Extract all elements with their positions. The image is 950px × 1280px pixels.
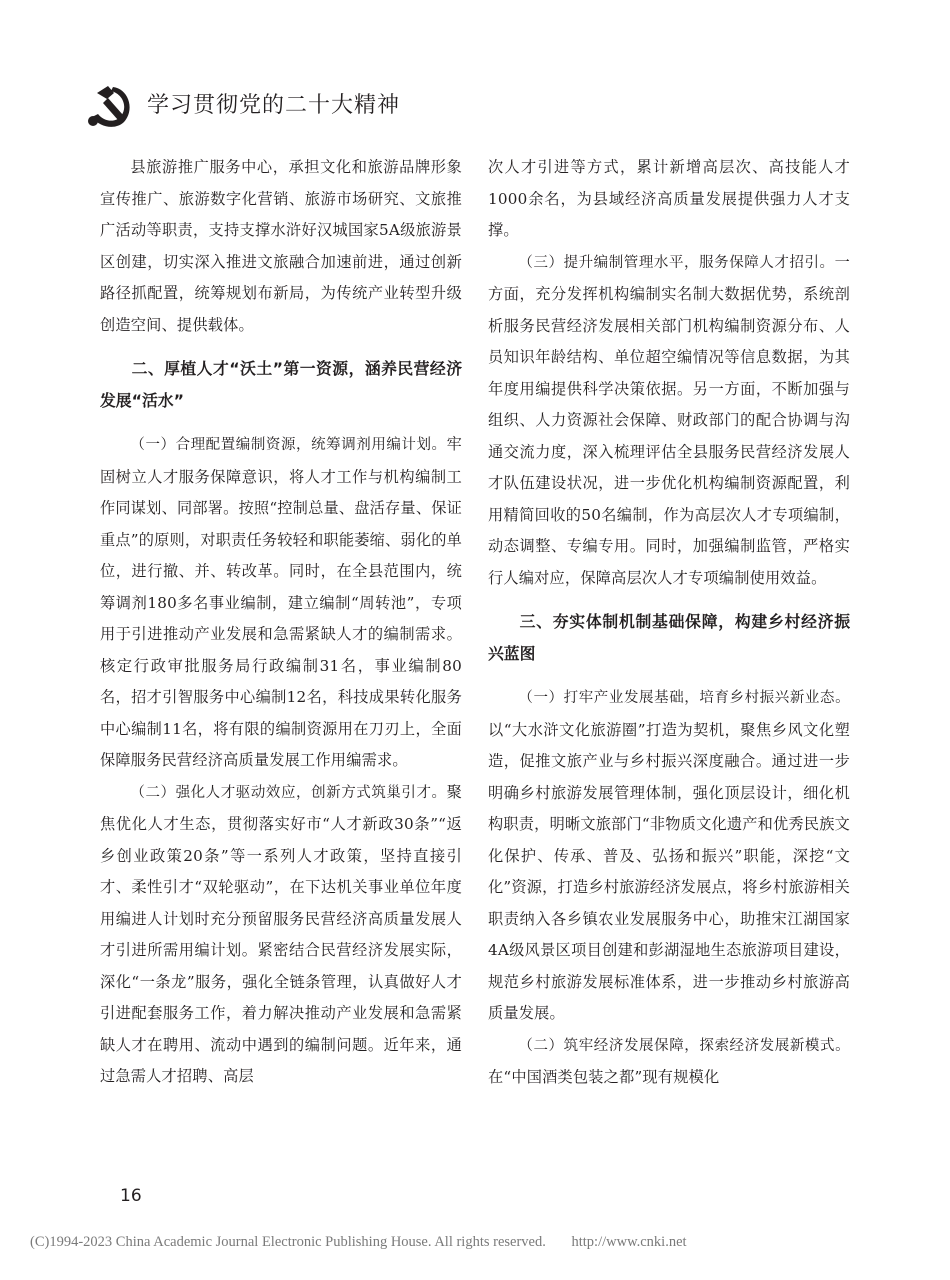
section-heading: 三、夯实体制机制基础保障，构建乡村经济振兴蓝图 <box>488 612 850 663</box>
paragraph-text: 在“中国酒类包装之都”现有规模化 <box>488 1068 720 1086</box>
running-header <box>85 84 485 130</box>
right-column <box>488 152 850 1094</box>
footer-url: http://www.cnki.net <box>571 1234 687 1250</box>
copyright-notice: (C)1994-2023 China Academic Journal Electronic Publishing House. All rights reserved. <box>30 1234 546 1250</box>
paragraph <box>488 1030 850 1094</box>
paragraph-text: 以“大水浒文化旅游圈”打造为契机，聚焦乡风文化塑造，促推文旅产业与乡村振兴深度融合。通过进一步明确乡村旅游发展管理体制，强化顶层设计，细化机构职责，明晰文旅部门“非物质文化遗产和优秀民族文化保护、传承、普及、弘扬和振兴”职能，深挖“文化”资源，打造乡村旅游经济发展点，将乡村旅游相关职责纳入各乡镇农业发展服务中心，助推宋江湖国家4A级风景区项目创建和彭湖湿地生态旅游项目建设，规范乡村旅游发展标准体系，进一步推动乡村旅游高质量发展。 <box>488 720 850 1022</box>
paragraph: 次人才引进等方式，累计新增高层次、高技能人才1000余名，为县域经济高质量发展提供强力人才支撑。 <box>488 158 850 239</box>
paragraph-text: 一方面，充分发挥机构编制实名制大数据优势，系统剖析服务民营经济发展相关部门机构编制资源分布、人员知识年龄结构、单位超空编情况等信息数据，为其年度用编提供科学决策依据。另一方面，不断加强与组织、人力资源社会保障、财政部门的配合协调与沟通交流力度，深入梳理评估全县服务民营经济发展人才队伍建设状况，进一步优化机构编制资源配置，利用精简回收的50名编制，作为高层次人才专项编制，动态调整、专编专用。同时，加强编制监管，严格实行人编对应，保障高层次人才专项编制使用效益。 <box>488 252 850 587</box>
subheading: （一）合理配置编制资源，统筹调剂用编计划。 <box>130 437 447 453</box>
subheading: （三）提升编制管理水平，服务保障人才招引。 <box>518 254 835 271</box>
paragraph <box>100 777 462 1093</box>
subheading: （二）强化人才驱动效应，创新方式筑巢引才。 <box>130 784 447 801</box>
paragraph <box>100 429 462 777</box>
paragraph: 县旅游推广服务中心，承担文化和旅游品牌形象宣传推广、旅游数字化营销、旅游市场研究、文旅推广活动等职责，支持支撑水浒好汉城国家5A级旅游景区创建，切实深入推进文旅融合加速前进，通过创新路径抓配置，统筹规划布新局，为传统产业转型升级创造空间、提供载体。 <box>100 158 462 334</box>
section-heading: 二、厚植人才“沃土”第一资源，涵养民营经济发展“活水” <box>100 359 462 410</box>
paragraph <box>488 247 850 595</box>
party-emblem-icon <box>85 84 133 128</box>
paragraph-text: 聚焦优化人才生态，贯彻落实好市“人才新政30条”“返乡创业政策20条”等一系列人才政策，坚持直接引才、柔性引才“双轮驱动”，在下达机关事业单位年度用编进人计划时充分预留服务民营经济高质量发展人才引进所需用编计划。紧密结合民营经济发展实际，深化“一条龙”服务，强化全链条管理，认真做好人才引进配套服务工作，着力解决推动产业发展和急需紧缺人才在聘用、流动中遇到的编制问题。近年来，通过急需人才招聘、高层 <box>100 782 462 1085</box>
paragraph-text: 牢固树立人才服务保障意识，将人才工作与机构编制工作同谋划、同部署。按照“控制总量、盘活存量、保证重点”的原则，对职责任务较轻和职能萎缩、弱化的单位，进行撤、并、转改革。同时，在全县范围内，统筹调剂180多名事业编制，建立编制“周转池”，专项用于引进推动产业发展和急需紧缺人才的编制需求。核定行政审批服务局行政编制31名，事业编制80名，招才引智服务中心编制12名，科技成果转化服务中心编制11名，将有限的编制资源用在刀刃上，全面保障服务民营经济高质量发展工作用编需求。 <box>100 435 462 769</box>
page-number: 16 <box>120 1186 142 1206</box>
footer <box>30 1234 930 1251</box>
subheading: （二）筑牢经济发展保障，探索经济发展新模式。 <box>518 1037 850 1054</box>
header-title: 学习贯彻党的二十大精神 <box>147 93 401 118</box>
paragraph <box>488 682 850 1030</box>
subheading: （一）打牢产业发展基础，培育乡村振兴新业态。 <box>518 690 850 706</box>
left-column <box>100 152 462 1093</box>
